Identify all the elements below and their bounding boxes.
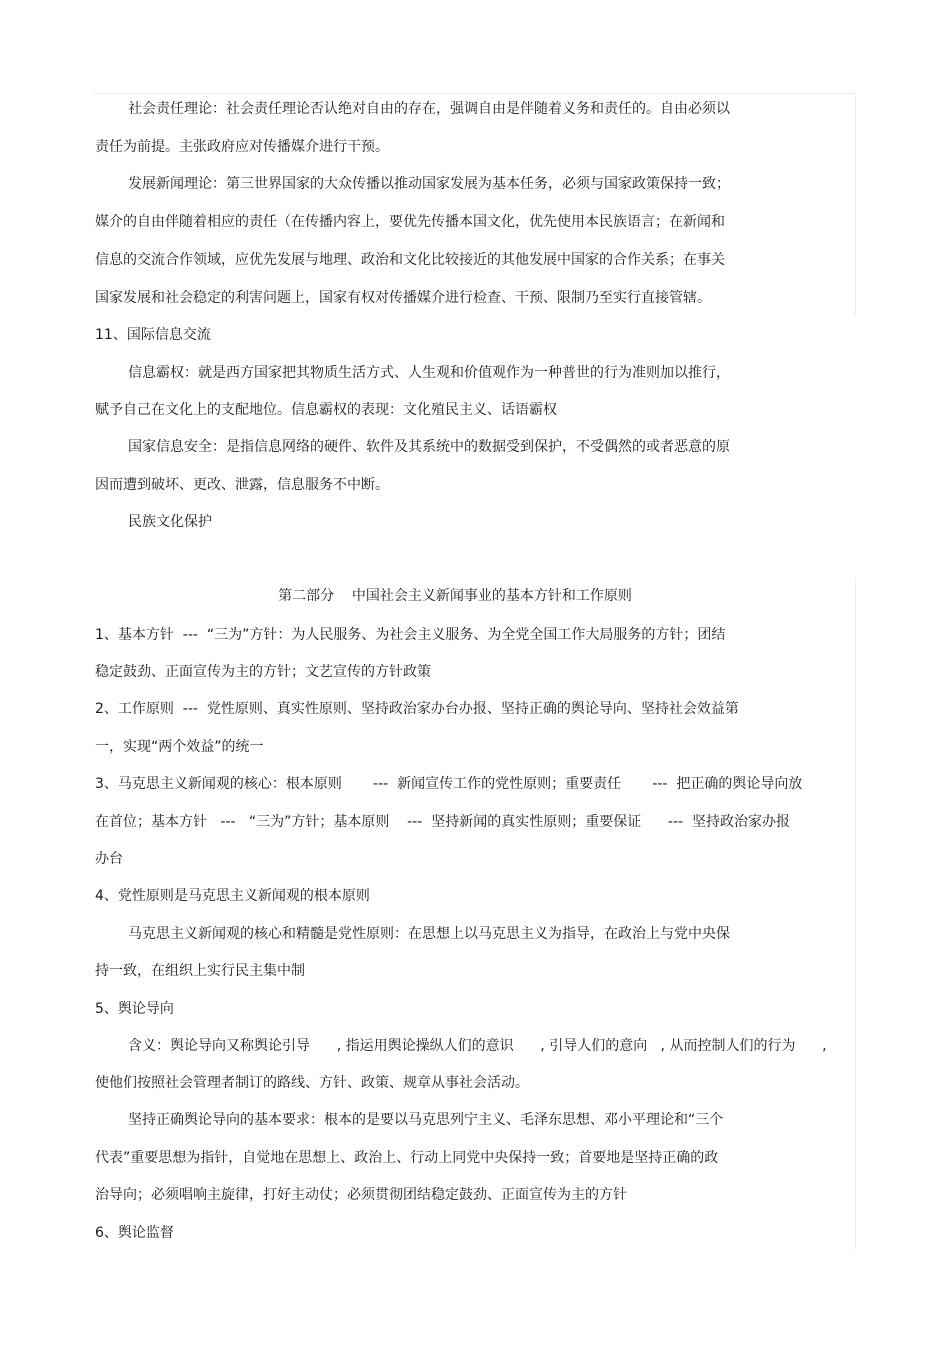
section-heading: 2、工作原则 --- 党性原则、真实性原则、坚持政治家办台办报、坚持正确的舆论导向、坚持社会效益第 xyxy=(95,701,739,717)
section-heading: 11、国际信息交流 xyxy=(95,327,211,343)
paragraph-line: 责任为前提。主张政府应对传播媒介进行干预。 xyxy=(95,139,389,155)
paragraph-line: 办台 xyxy=(95,851,123,867)
paragraph-line: 治导向；必须唱响主旋律，打好主动仗；必须贯彻团结稳定鼓劲、正面宣传为主的方针 xyxy=(95,1187,627,1203)
paragraph-line: 信息的交流合作领域，应优先发展与地理、政治和文化比较接近的其他发展中国家的合作关系；在事关 xyxy=(95,252,725,268)
section-heading: 4、党性原则是马克思主义新闻观的根本原则 xyxy=(95,888,370,904)
paragraph-line: 赋予自己在文化上的支配地位。信息霸权的表现：文化殖民主义、话语霸权 xyxy=(95,402,557,418)
paragraph-line: 含义：舆论导向又称舆论引导 , 指运用舆论操纵人们的意识 , 引导人们的意向 , 从而控制人们的行为 , xyxy=(128,1038,827,1054)
section-heading: 5、舆论导向 xyxy=(95,1001,174,1017)
paragraph-line: 社会责任理论：社会责任理论否认绝对自由的存在，强调自由是伴随着义务和责任的。自由必须以 xyxy=(128,101,730,117)
paragraph-line: 发展新闻理论：第三世界国家的大众传播以推动国家发展为基本任务，必须与国家政策保持一致； xyxy=(128,176,730,192)
paragraph-line: 在首位；基本方针 --- “三为”方针；基本原则 --- 坚持新闻的真实性原则；重要保证 --- 坚持政治家办报 xyxy=(95,814,790,830)
paragraph-line: 媒介的自由伴随着相应的责任（在传播内容上，要优先传播本国文化，优先使用本民族语言；在新闻和 xyxy=(95,214,725,230)
page-frame-right xyxy=(855,93,856,315)
paragraph-line: 马克思主义新闻观的核心和精髓是党性原则：在思想上以马克思主义为指导，在政治上与党中央保 xyxy=(128,926,730,942)
paragraph-line: 国家发展和社会稳定的利害问题上，国家有权对传播媒介进行检查、干预、限制乃至实行直接管辖。 xyxy=(95,290,711,306)
paragraph-line: 因而遭到破坏、更改、泄露，信息服务不中断。 xyxy=(95,477,389,493)
section-heading: 6、舆论监督 xyxy=(95,1225,174,1241)
paragraph-line: 代表”重要思想为指针，自觉地在思想上、政治上、行动上同党中央保持一致；首要地是坚持正确的政 xyxy=(95,1150,719,1166)
paragraph-line: 持一致，在组织上实行民主集中制 xyxy=(95,963,305,979)
paragraph-line: 使他们按照社会管理者制订的路线、方针、政策、规章从事社会活动。 xyxy=(95,1075,529,1091)
paragraph-line: 一，实现“两个效益”的统一 xyxy=(95,739,264,755)
section-heading: 3、马克思主义新闻观的核心：根本原则 --- 新闻宣传工作的党性原则；重要责任 --- 把正确的舆论导向放 xyxy=(95,776,803,792)
paragraph-line: 信息霸权：就是西方国家把其物质生活方式、人生观和价值观作为一种普世的行为准则加以推行， xyxy=(128,365,730,381)
section-heading: 1、基本方针 --- “三为”方针：为人民服务、为社会主义服务、为全党全国工作大局服务的方针；团结 xyxy=(95,627,726,643)
paragraph-line: 坚持正确舆论导向的基本要求：根本的是要以马克思列宁主义、毛泽东思想、邓小平理论和“三个 xyxy=(128,1112,724,1128)
page-frame-right xyxy=(855,578,856,1250)
paragraph-line: 稳定鼓劲、正面宣传为主的方针；文艺宣传的方针政策 xyxy=(95,664,431,680)
paragraph-line: 民族文化保护 xyxy=(128,514,212,530)
part-title: 第二部分 中国社会主义新闻事业的基本方针和工作原则 xyxy=(278,588,632,604)
page-frame-top xyxy=(93,93,855,94)
paragraph-line: 国家信息安全：是指信息网络的硬件、软件及其系统中的数据受到保护，不受偶然的或者恶意的原 xyxy=(128,439,730,455)
